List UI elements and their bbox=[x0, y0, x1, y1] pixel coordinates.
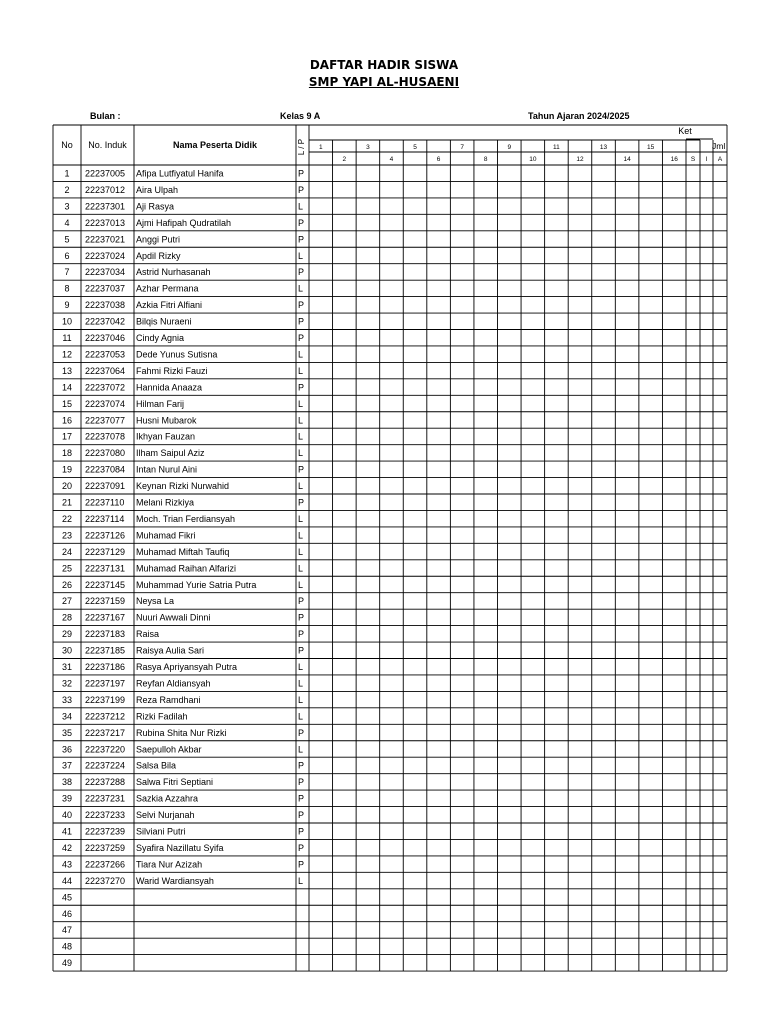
student-name: Dede Yunus Sutisna bbox=[136, 349, 218, 360]
tahun-ajaran-label: Tahun Ajaran 2024/2025 bbox=[528, 111, 630, 121]
row-number: 26 bbox=[61, 579, 73, 590]
row-number: 29 bbox=[61, 629, 73, 640]
student-gender: P bbox=[298, 267, 305, 278]
row-number: 20 bbox=[61, 481, 73, 492]
day-number: 14 bbox=[623, 156, 631, 163]
day-number: 13 bbox=[599, 144, 608, 151]
student-id: 22237084 bbox=[85, 464, 126, 475]
row-number: 45 bbox=[61, 892, 73, 903]
student-gender: P bbox=[298, 826, 305, 837]
student-gender: L bbox=[298, 365, 304, 376]
student-name: Raisya Aulia Sari bbox=[136, 645, 205, 656]
student-name: Muhammad Yurie Satria Putra bbox=[136, 579, 257, 590]
row-number: 14 bbox=[61, 382, 73, 393]
student-id: 22237038 bbox=[85, 300, 126, 311]
student-gender: P bbox=[298, 793, 305, 804]
row-number: 36 bbox=[61, 744, 73, 755]
student-id: 22237183 bbox=[85, 629, 126, 640]
row-number: 38 bbox=[61, 777, 73, 788]
row-number: 39 bbox=[61, 793, 73, 804]
student-name: Neysa La bbox=[136, 596, 175, 607]
student-gender: L bbox=[298, 546, 304, 557]
student-id: 22237159 bbox=[85, 596, 126, 607]
student-id: 22237167 bbox=[85, 612, 126, 623]
row-number: 9 bbox=[64, 300, 70, 311]
row-number: 19 bbox=[61, 464, 73, 475]
student-id: 22237126 bbox=[85, 530, 126, 541]
student-name: Husni Mubarok bbox=[136, 415, 197, 426]
row-number: 8 bbox=[64, 283, 70, 294]
student-name: Rizki Fadilah bbox=[136, 711, 188, 722]
student-name: Rasya Apriyansyah Putra bbox=[136, 662, 238, 673]
row-number: 11 bbox=[62, 333, 72, 344]
student-id: 22237220 bbox=[85, 744, 126, 755]
student-name: Melani Rizkiya bbox=[136, 497, 195, 508]
student-id: 22237074 bbox=[85, 398, 126, 409]
row-number: 5 bbox=[64, 234, 70, 245]
student-gender: L bbox=[298, 875, 304, 886]
row-number: 35 bbox=[61, 727, 73, 738]
row-number: 32 bbox=[61, 678, 73, 689]
row-number: 46 bbox=[61, 908, 73, 919]
ket-label: S bbox=[690, 156, 696, 163]
student-name: Ikhyan Fauzan bbox=[136, 431, 196, 442]
student-name: Muhamad Raihan Alfarizi bbox=[136, 563, 237, 574]
student-name: Reza Ramdhani bbox=[136, 694, 201, 705]
student-name: Azhar Permana bbox=[136, 283, 199, 294]
student-gender: P bbox=[298, 382, 305, 393]
student-name: Rubina Shita Nur Rizki bbox=[136, 727, 227, 738]
day-number: 12 bbox=[576, 156, 584, 163]
student-name: Ajmi Hafipah Qudratilah bbox=[136, 217, 232, 228]
student-gender: L bbox=[298, 415, 304, 426]
row-number: 23 bbox=[61, 530, 73, 541]
student-id: 22237239 bbox=[85, 826, 126, 837]
student-gender: L bbox=[298, 431, 304, 442]
row-number: 24 bbox=[61, 546, 73, 557]
kelas-label: Kelas 9 A bbox=[280, 111, 321, 121]
student-id: 22237145 bbox=[85, 579, 126, 590]
day-number: 8 bbox=[483, 156, 488, 163]
row-number: 34 bbox=[61, 711, 73, 722]
student-id: 22237186 bbox=[85, 662, 126, 673]
row-number: 6 bbox=[64, 250, 70, 261]
student-name: Fahmi Rizki Fauzi bbox=[136, 365, 208, 376]
day-number: 16 bbox=[670, 156, 678, 163]
student-gender: P bbox=[298, 727, 305, 738]
row-number: 1 bbox=[64, 168, 70, 179]
student-gender: L bbox=[298, 662, 304, 673]
row-number: 18 bbox=[61, 448, 73, 459]
student-name: Azkia Fitri Alfiani bbox=[136, 300, 203, 311]
student-id: 22237064 bbox=[85, 365, 126, 376]
student-name: Warid Wardiansyah bbox=[136, 875, 214, 886]
student-gender: P bbox=[298, 842, 305, 853]
student-id: 22237288 bbox=[85, 777, 126, 788]
row-number: 49 bbox=[61, 958, 73, 969]
row-number: 25 bbox=[61, 563, 73, 574]
student-id: 22237199 bbox=[85, 694, 126, 705]
student-name: Intan Nurul Aini bbox=[136, 464, 198, 475]
student-id: 22237077 bbox=[85, 415, 126, 426]
student-id: 22237024 bbox=[85, 250, 126, 261]
row-number: 33 bbox=[61, 694, 73, 705]
student-name: Muhamad Fikri bbox=[136, 530, 196, 541]
student-id: 22237224 bbox=[85, 760, 126, 771]
student-id: 22237080 bbox=[85, 448, 126, 459]
student-id: 22237301 bbox=[85, 201, 126, 212]
row-number: 43 bbox=[61, 859, 73, 870]
row-number: 40 bbox=[61, 810, 73, 821]
day-number: 3 bbox=[366, 144, 370, 151]
student-name: Sazkia Azzahra bbox=[136, 793, 199, 804]
student-gender: P bbox=[298, 629, 305, 640]
student-gender: P bbox=[298, 168, 305, 179]
row-number: 17 bbox=[61, 431, 73, 442]
row-number: 13 bbox=[61, 365, 73, 376]
student-gender: P bbox=[298, 810, 305, 821]
student-id: 22237072 bbox=[85, 382, 126, 393]
row-number: 3 bbox=[64, 201, 70, 212]
row-number: 22 bbox=[61, 513, 73, 524]
student-gender: P bbox=[298, 859, 305, 870]
day-number: 10 bbox=[529, 156, 537, 163]
row-number: 7 bbox=[64, 267, 70, 278]
student-gender: P bbox=[298, 497, 305, 508]
row-number: 27 bbox=[61, 596, 73, 607]
student-name: Hannida Anaaza bbox=[136, 382, 203, 393]
student-id: 22237005 bbox=[85, 168, 126, 179]
student-id: 22237046 bbox=[85, 333, 126, 344]
student-id: 22237012 bbox=[85, 184, 126, 195]
student-gender: P bbox=[298, 464, 305, 475]
row-number: 21 bbox=[61, 497, 73, 508]
header-ket: Ket bbox=[678, 126, 692, 136]
student-id: 22237231 bbox=[85, 793, 126, 804]
student-name: Aira Ulpah bbox=[136, 184, 179, 195]
student-name: Saepulloh Akbar bbox=[136, 744, 202, 755]
student-gender: P bbox=[298, 596, 305, 607]
student-name: Silviani Putri bbox=[136, 826, 186, 837]
row-number: 37 bbox=[61, 760, 73, 771]
student-name: Keynan Rizki Nurwahid bbox=[136, 481, 230, 492]
student-id: 22237078 bbox=[85, 431, 126, 442]
day-number: 2 bbox=[342, 156, 347, 163]
student-id: 22237110 bbox=[85, 497, 125, 508]
student-name: Bilqis Nuraeni bbox=[136, 316, 192, 327]
student-id: 22237197 bbox=[85, 678, 126, 689]
row-number: 44 bbox=[61, 875, 73, 886]
student-id: 22237129 bbox=[85, 546, 126, 557]
student-gender: L bbox=[298, 694, 304, 705]
student-gender: P bbox=[298, 760, 305, 771]
student-name: Tiara Nur Azizah bbox=[136, 859, 203, 870]
student-gender: P bbox=[298, 234, 305, 245]
student-id: 22237021 bbox=[85, 234, 126, 245]
row-number: 15 bbox=[61, 398, 73, 409]
student-name: Hilman Farij bbox=[136, 398, 185, 409]
row-number: 10 bbox=[61, 316, 73, 327]
day-number: 5 bbox=[413, 144, 417, 151]
student-name: Selvi Nurjanah bbox=[136, 810, 195, 821]
student-gender: P bbox=[298, 645, 305, 656]
student-gender: P bbox=[298, 300, 305, 311]
header-jml: Jml bbox=[712, 141, 726, 151]
student-gender: L bbox=[298, 513, 304, 524]
student-id: 22237042 bbox=[85, 316, 126, 327]
student-name: Ilham Saipul Aziz bbox=[136, 448, 205, 459]
student-id: 22237034 bbox=[85, 267, 126, 278]
student-id: 22237185 bbox=[85, 645, 126, 656]
row-number: 2 bbox=[64, 184, 70, 195]
student-id: 22237259 bbox=[85, 842, 126, 853]
day-number: 9 bbox=[507, 144, 512, 151]
row-number: 47 bbox=[61, 925, 73, 936]
student-gender: L bbox=[298, 678, 304, 689]
day-number: 11 bbox=[553, 144, 560, 151]
day-number: 1 bbox=[318, 144, 323, 151]
student-name: Salwa Fitri Septiani bbox=[136, 777, 214, 788]
student-name: Astrid Nurhasanah bbox=[136, 267, 211, 278]
document-title: DAFTAR HADIR SISWA bbox=[309, 58, 459, 72]
student-gender: P bbox=[298, 612, 305, 623]
student-gender: P bbox=[298, 777, 305, 788]
row-number: 41 bbox=[61, 826, 73, 837]
student-gender: L bbox=[298, 349, 304, 360]
student-name: Anggi Putri bbox=[136, 234, 181, 245]
row-number: 48 bbox=[61, 941, 73, 952]
day-number: 7 bbox=[460, 144, 464, 151]
student-gender: P bbox=[298, 184, 305, 195]
row-number: 42 bbox=[61, 842, 73, 853]
student-name: Syafira Nazillatu Syifa bbox=[136, 842, 224, 853]
student-gender: L bbox=[298, 283, 304, 294]
ket-label: A bbox=[717, 156, 723, 163]
student-gender: P bbox=[298, 217, 305, 228]
row-number: 4 bbox=[64, 217, 70, 228]
student-name: Raisa bbox=[136, 629, 160, 640]
student-name: Cindy Agnia bbox=[136, 333, 185, 344]
student-id: 22237037 bbox=[85, 283, 126, 294]
student-gender: L bbox=[298, 201, 304, 212]
student-gender: P bbox=[298, 316, 305, 327]
student-id: 22237233 bbox=[85, 810, 126, 821]
student-name: Nuuri Awwali Dinni bbox=[136, 612, 211, 623]
student-id: 22237091 bbox=[85, 481, 126, 492]
student-id: 22237013 bbox=[85, 217, 126, 228]
student-id: 22237114 bbox=[85, 513, 125, 524]
day-number: 15 bbox=[647, 144, 655, 151]
student-id: 22237266 bbox=[85, 859, 126, 870]
row-number: 16 bbox=[61, 415, 73, 426]
header-no-induk: No. Induk bbox=[88, 140, 127, 150]
student-id: 22237053 bbox=[85, 349, 126, 360]
bulan-label: Bulan : bbox=[90, 111, 121, 121]
student-gender: L bbox=[298, 563, 304, 574]
student-id: 22237212 bbox=[85, 711, 126, 722]
student-id: 22237270 bbox=[85, 875, 126, 886]
school-name: SMP YAPI AL-HUSAENI bbox=[308, 75, 460, 89]
day-number: 4 bbox=[389, 156, 394, 163]
header-nama: Nama Peserta Didik bbox=[172, 140, 258, 150]
row-number: 30 bbox=[61, 645, 73, 656]
student-name: Moch. Trian Ferdiansyah bbox=[136, 513, 236, 524]
student-gender: L bbox=[298, 448, 304, 459]
student-name: Afipa Lutfiyatul Hanifa bbox=[136, 168, 224, 179]
row-number: 12 bbox=[61, 349, 73, 360]
student-gender: L bbox=[298, 481, 304, 492]
student-name: Apdil Rizky bbox=[136, 250, 181, 261]
day-number: 6 bbox=[436, 156, 441, 163]
row-number: 28 bbox=[61, 612, 73, 623]
student-name: Aji Rasya bbox=[136, 201, 175, 212]
student-id: 22237217 bbox=[85, 727, 126, 738]
student-name: Salsa Bila bbox=[136, 760, 177, 771]
header-no: No bbox=[61, 140, 73, 150]
student-gender: L bbox=[298, 579, 304, 590]
student-id: 22237131 bbox=[85, 563, 126, 574]
student-gender: L bbox=[298, 250, 304, 261]
student-gender: L bbox=[298, 711, 304, 722]
student-gender: L bbox=[298, 744, 304, 755]
student-name: Reyfan Aldiansyah bbox=[136, 678, 211, 689]
header-lp: L / P bbox=[297, 138, 306, 156]
student-gender: P bbox=[298, 333, 305, 344]
student-gender: L bbox=[298, 530, 304, 541]
student-name: Muhamad Miftah Taufiq bbox=[136, 546, 230, 557]
row-number: 31 bbox=[61, 662, 73, 673]
ket-label: I bbox=[705, 156, 708, 163]
student-gender: L bbox=[298, 398, 304, 409]
